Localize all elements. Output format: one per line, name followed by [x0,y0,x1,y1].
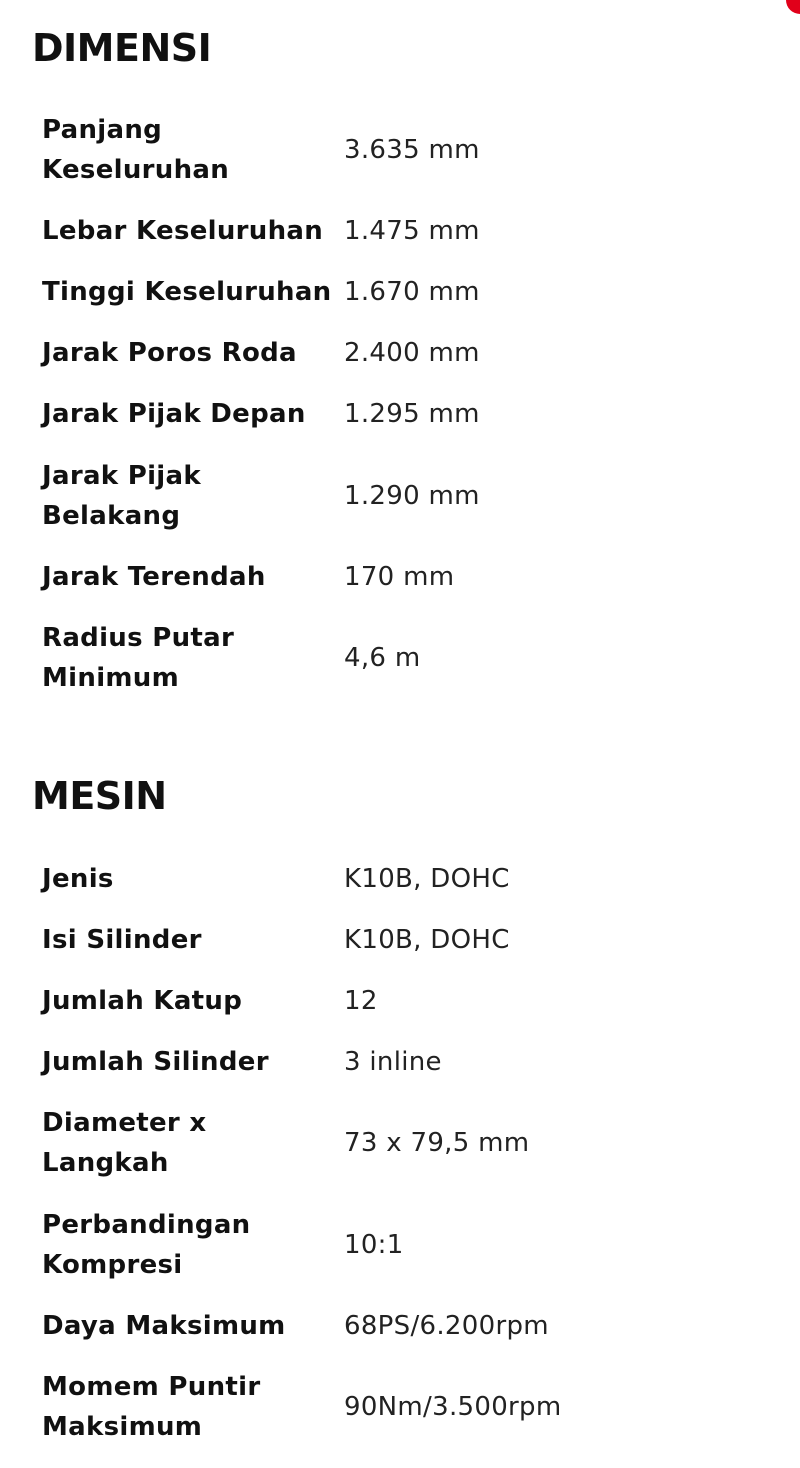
spec-label: Daya Maksimum [42,1311,286,1341]
spec-label: Panjang Keseluruhan [42,115,230,185]
spec-label: Perbandingan Kompresi [42,1210,251,1280]
spec-value: 3 inline [344,1047,442,1077]
spec-value: 4,6 m [344,643,421,673]
spec-label: Jarak Pijak Belakang [42,461,201,531]
spec-value: 12 [344,986,378,1016]
spec-value: 170 mm [344,562,455,592]
section-title: MESIN [32,774,167,818]
spec-value: 10:1 [344,1230,404,1260]
spec-value: 90Nm/3.500rpm [344,1392,562,1422]
spec-label: Tinggi Keseluruhan [42,277,332,307]
spec-value: 1.290 mm [344,481,480,511]
spec-label: Jenis [42,864,114,894]
section-title: DIMENSI [32,26,212,70]
spec-value: 1.670 mm [344,277,480,307]
spec-label: Isi Silinder [42,925,202,955]
spec-value: 68PS/6.200rpm [344,1311,549,1341]
corner-red-badge[interactable] [786,0,800,14]
spec-value: 2.400 mm [344,338,480,368]
spec-label: Jumlah Silinder [42,1047,269,1077]
spec-label: Jarak Poros Roda [42,338,297,368]
spec-label: Lebar Keseluruhan [42,216,324,246]
spec-value: 3.635 mm [344,135,480,165]
spec-label: Radius Putar Minimum [42,623,235,693]
spec-label: Jumlah Katup [42,986,243,1016]
spec-value: K10B, DOHC [344,925,510,955]
spec-value: 1.295 mm [344,399,480,429]
spec-label: Jarak Pijak Depan [42,399,306,429]
spec-label: Jarak Terendah [42,562,266,592]
spec-value: 73 x 79,5 mm [344,1128,530,1158]
spec-value: K10B, DOHC [344,864,510,894]
spec-label: Momem Puntir Maksimum [42,1372,261,1442]
spec-label: Diameter x Langkah [42,1108,207,1178]
spec-value: 1.475 mm [344,216,480,246]
